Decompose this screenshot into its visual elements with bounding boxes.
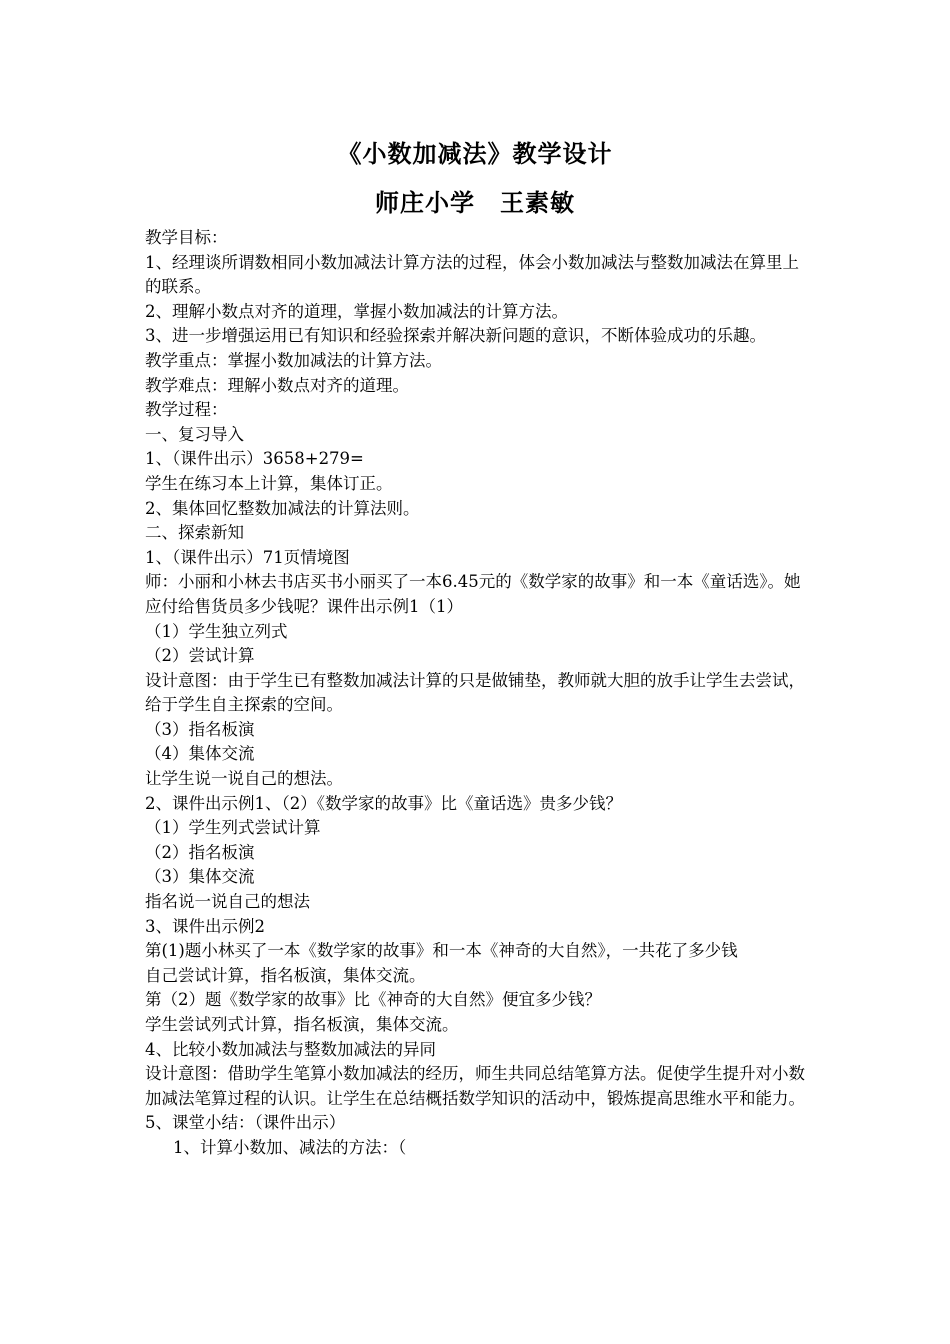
paragraph: 设计意图：由于学生已有整数加减法计算的只是做铺垫，教师就大胆的放手让学生去尝试，给于学生自主探索的空间。 xyxy=(145,670,805,715)
paragraph: 1、（课件出示）3658+279= xyxy=(145,449,364,469)
paragraph: 自己尝试计算，指名板演，集体交流。 xyxy=(145,965,426,985)
paragraph: （1）学生独立列式 xyxy=(145,621,288,641)
paragraph: （4）集体交流 xyxy=(145,744,255,764)
paragraph: 1、（课件出示）71页情境图 xyxy=(145,547,350,567)
paragraph: 第(1)题小林买了一本《数学家的故事》和一本《神奇的大自然》，一共花了多少钱 xyxy=(145,941,738,961)
paragraph: 一、复习导入 xyxy=(145,424,244,444)
paragraph: 2、理解小数点对齐的道理，掌握小数加减法的计算方法。 xyxy=(145,301,568,321)
paragraph: 学生尝试列式计算，指名板演，集体交流。 xyxy=(145,1015,459,1034)
paragraph: 3、课件出示例2 xyxy=(145,916,265,936)
document-title: 《小数加减法》教学设计 xyxy=(337,140,613,168)
paragraph: 1、经理谈所谓数相同小数加减法计算方法的过程，体会小数加减法与整数加减法在算里上的联系。 xyxy=(145,252,799,297)
paragraph: 教学目标： xyxy=(145,228,228,247)
paragraph: 教学难点：理解小数点对齐的道理。 xyxy=(145,375,409,395)
paragraph: 指名说一说自己的想法 xyxy=(145,892,310,912)
paragraph: 设计意图：借助学生笔算小数加减法的经历，师生共同总结笔算方法。促使学生提升对小数加减法笔算过程的认识。让学生在总结概括数学知识的活动中，锻炼提高思维水平和能力。 xyxy=(145,1064,805,1108)
paragraph: 2、集体回忆整数加减法的计算法则。 xyxy=(145,498,420,518)
paragraph: 二、探索新知 xyxy=(145,523,244,543)
paragraph: 教学重点：掌握小数加减法的计算方法。 xyxy=(145,350,442,370)
paragraph: （3）指名板演 xyxy=(145,719,255,739)
paragraph: 2、课件出示例1、（2）《数学家的故事》比《童话选》贵多少钱？ xyxy=(145,793,622,813)
paragraph: （1）学生列式尝试计算 xyxy=(145,818,321,838)
paragraph: 1、计算小数加、减法的方法：（ xyxy=(173,1137,407,1157)
paragraph: 师：小丽和小林去书店买书小丽买了一本6.45元的《数学家的故事》和一本《童话选》。她应付给售货员多少钱呢？课件出示例1（1） xyxy=(145,572,801,616)
paragraph: （2）尝试计算 xyxy=(145,646,255,666)
paragraph: 第（2）题《数学家的故事》比《神奇的大自然》便宜多少钱？ xyxy=(145,990,601,1010)
paragraph: 4、比较小数加减法与整数加减法的异同 xyxy=(145,1039,436,1059)
document-body xyxy=(145,226,810,1161)
paragraph: （3）集体交流 xyxy=(145,867,255,887)
paragraph: 让学生说一说自己的想法。 xyxy=(145,769,343,789)
paragraph: （2）指名板演 xyxy=(145,842,255,862)
paragraph: 学生在练习本上计算，集体订正。 xyxy=(145,473,393,493)
paragraph: 教学过程： xyxy=(145,400,228,420)
author-line: 师庄小学 王素敏 xyxy=(375,189,575,217)
paragraph: 3、进一步增强运用已有知识和经验探索并解决新问题的意识，不断体验成功的乐趣。 xyxy=(145,326,766,346)
paragraph: 5、课堂小结：（课件出示） xyxy=(145,1113,346,1133)
